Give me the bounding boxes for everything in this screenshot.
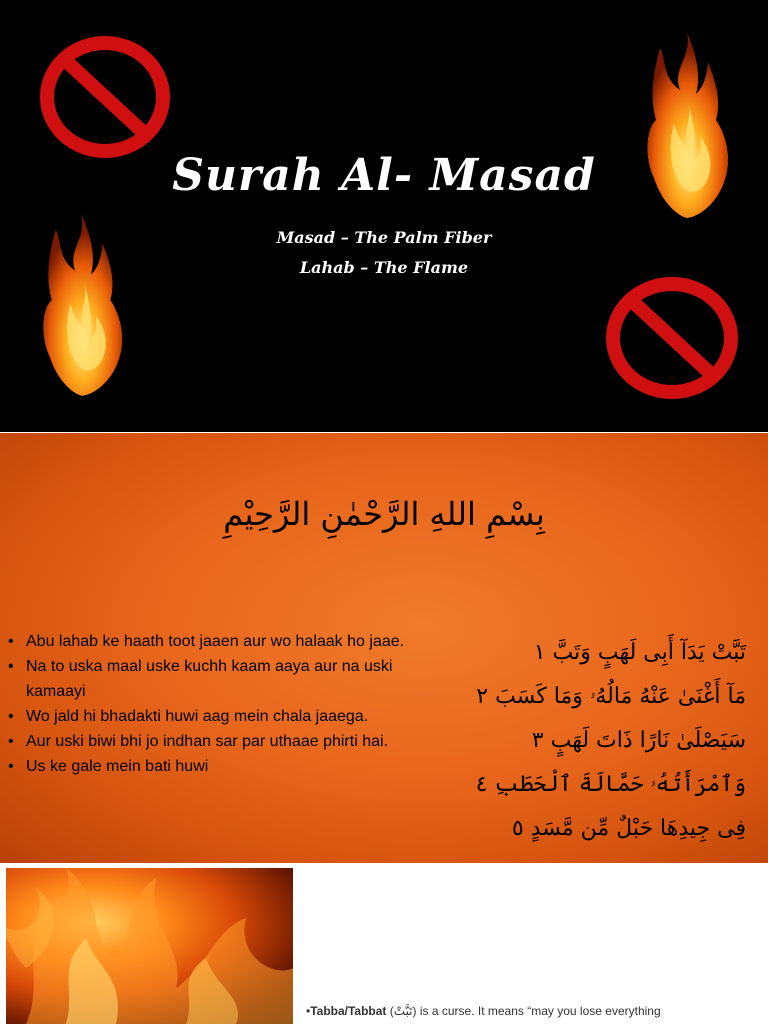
list-item: • Na to uska maal uske kuchh kaam aaya aur na uski kamaayi bbox=[8, 654, 418, 704]
note-arabic: (تَبَّتْ) bbox=[389, 1004, 417, 1018]
list-item: • Abu lahab ke haath toot jaaen aur wo halaak ho jaae. bbox=[8, 629, 418, 654]
verse-4: وَٱمْرَأَتُهُۥ حَمَّالَةَ ٱلْحَطَبِ ٤ bbox=[475, 772, 746, 797]
verse-1: تَبَّتْ يَدَآ أَبِى لَهَبٍ وَتَبَّ ١ bbox=[533, 640, 746, 665]
list-item: • Aur uski biwi bhi jo indhan sar par uthaae phirti hai. bbox=[8, 729, 418, 754]
subtitle-masad: Masad – The Palm Fiber bbox=[276, 228, 492, 247]
prohibition-icon bbox=[604, 276, 740, 400]
title-slide bbox=[0, 0, 768, 432]
prohibition-icon bbox=[38, 34, 172, 160]
verse-3: سَيَصْلَىٰ نَارًا ذَاتَ لَهَبٍ ٣ bbox=[531, 728, 746, 753]
subtitle-lahab: Lahab – The Flame bbox=[299, 258, 469, 277]
slide-title: Surah Al- Masad bbox=[172, 150, 596, 201]
note-bullet: • bbox=[306, 1004, 311, 1018]
fire-texture bbox=[6, 868, 293, 1024]
verse-5: فِى جِيدِهَا حَبْلٌ مِّن مَّسَدٍ ٥ bbox=[511, 816, 746, 841]
translation-list bbox=[8, 629, 418, 779]
verses-slide bbox=[0, 433, 768, 863]
bismillah-heading: بِسْمِ اللهِ الرَّحْمٰنِ الرَّحِيْمِ bbox=[223, 495, 545, 533]
fire-image bbox=[6, 868, 293, 1024]
note-term: Tabba/Tabbat bbox=[310, 1004, 387, 1018]
arabic-verses bbox=[406, 631, 746, 851]
list-item: • Wo jald hi bhadakti huwi aag mein chala jaaega. bbox=[8, 704, 418, 729]
list-item: • Us ke gale mein bati huwi bbox=[8, 754, 418, 779]
verse-2: مَآ أَغْنَىٰ عَنْهُ مَالُهُۥ وَمَا كَسَبَ ٢ bbox=[476, 684, 746, 709]
explanation-text bbox=[306, 1004, 766, 1018]
explanation-slide bbox=[0, 864, 768, 1024]
note-body: is a curse. It means “may you lose everything bbox=[416, 1004, 661, 1018]
